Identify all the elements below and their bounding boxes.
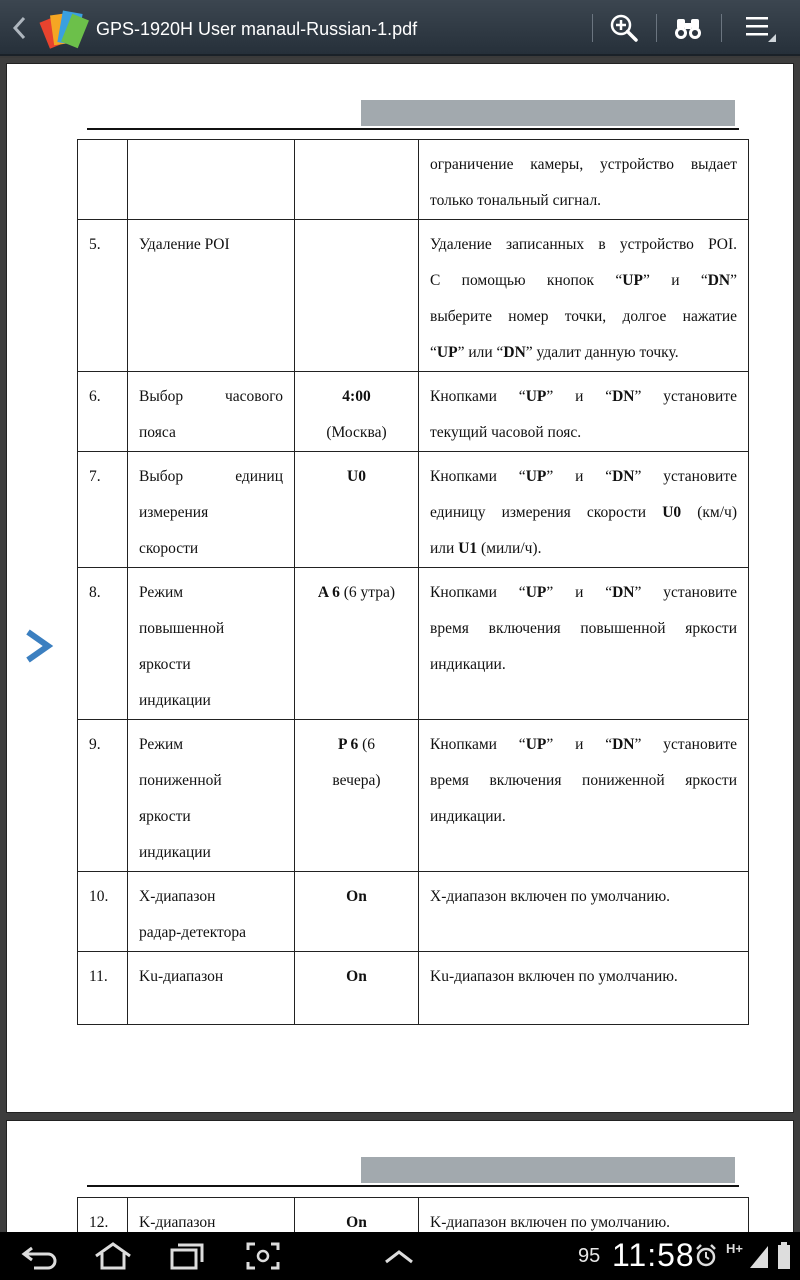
setting-name [128,952,295,1025]
desc-line: “UP” или “DN” удалит данную точку. [430,344,679,361]
desc-line: время включения повышенной яркости [430,620,737,637]
value-line: On [346,968,367,985]
settings-table [77,139,749,1025]
setting-name [128,220,295,372]
name-line: Режим [139,736,184,753]
menu-icon [742,12,778,44]
desc-line: Кнопками “UP” и “DN” установите [430,468,737,485]
table-row [78,140,749,220]
table-row [78,568,749,720]
setting-description [419,568,749,720]
setting-description [419,140,749,220]
value-line: (Москва) [326,424,387,441]
name-line: пониженной [139,772,222,789]
desc-line: или U1 (мили/ч). [430,540,542,557]
name-line: Ku-диапазон [139,968,224,985]
setting-description [419,452,749,568]
name-line: пояса [139,424,176,441]
toolbar-divider [656,14,657,42]
value-line: U0 [347,468,366,485]
setting-name: K-диапазон [128,1198,295,1233]
value-line: A 6 (6 утра) [317,584,396,601]
desc-line: Ku-диапазон включен по умолчанию. [430,968,678,985]
page-header-bar [361,1157,735,1183]
table-row [78,220,749,372]
name-line: повышенной [139,620,225,637]
desc-line: Кнопками “UP” и “DN” установите [430,736,737,753]
value-line: вечера) [332,772,381,789]
next-page-arrow-icon[interactable] [22,628,54,664]
setting-value [295,220,419,372]
battery-percentage: 95 [578,1245,601,1267]
back-icon[interactable] [20,1240,60,1272]
settings-table [77,1197,749,1232]
desc-line: С помощью кнопок “UP” и “DN” [430,272,737,289]
zoom-in-button[interactable] [602,8,646,48]
toolbar-divider [721,14,722,42]
page-header-rule [87,128,739,130]
desc-line: ограничение камеры, устройство выдает [430,156,737,173]
setting-value [295,720,419,872]
document-viewer[interactable] [0,58,800,1232]
desc-line: индикации. [430,656,506,673]
name-line: скорости [139,540,199,557]
screenshot-icon[interactable] [244,1240,282,1272]
system-bar [0,1232,800,1280]
table-row [78,452,749,568]
value-line: On [346,888,367,905]
name-line: X-диапазон [139,888,216,905]
desc-line: индикации. [430,808,506,825]
setting-name [128,140,295,220]
setting-description: K-диапазон включен по умолчанию. [419,1198,749,1233]
setting-name [128,568,295,720]
table-row [78,720,749,872]
recent-apps-icon[interactable] [168,1240,206,1272]
network-type: H+ [726,1241,743,1256]
setting-description [419,372,749,452]
desc-line: текущий часовой пояс. [430,424,582,441]
setting-name [128,452,295,568]
setting-value [295,372,419,452]
row-number: 10. [78,872,128,952]
setting-value [295,568,419,720]
document-page [7,64,793,1112]
signal-strength-icon [748,1240,770,1272]
value-line: P 6 (6 [337,736,376,753]
setting-description [419,220,749,372]
row-number: 9. [78,720,128,872]
binoculars-search-icon [673,13,703,43]
search-button[interactable] [666,8,710,48]
document-page [7,1121,793,1232]
row-number: 6. [78,372,128,452]
desc-line: Кнопками “UP” и “DN” установите [430,388,737,405]
setting-description [419,720,749,872]
row-number: 7. [78,452,128,568]
setting-description [419,952,749,1025]
app-bar [0,0,800,56]
name-line: индикации [139,844,211,861]
table-row [78,952,749,1025]
desc-line: X-диапазон включен по умолчанию. [430,888,671,905]
table-row [78,372,749,452]
table-row [78,872,749,952]
back-chevron-icon[interactable] [8,12,30,44]
desc-line: только тональный сигнал. [430,192,602,209]
value-line: 4:00 [342,388,371,405]
setting-value [295,452,419,568]
row-number [78,140,128,220]
status-clock: 11:58 [612,1237,695,1273]
name-line: Удаление POI [139,236,230,253]
app-logo-icon[interactable] [38,6,90,50]
setting-value [295,1198,419,1233]
chevron-up-icon[interactable] [382,1240,416,1272]
table-row [78,1198,749,1233]
name-line: Режим [139,584,184,601]
name-line: радар-детектора [139,924,247,941]
name-line: Выбор часового [139,388,283,405]
setting-name [128,372,295,452]
desc-line: Кнопками “UP” и “DN” установите [430,584,737,601]
setting-name [128,720,295,872]
setting-value [295,140,419,220]
value-line: On [346,1214,367,1231]
toolbar-divider [592,14,593,42]
name-line: Выбор единиц [139,468,283,485]
row-number: 11. [78,952,128,1025]
setting-name [128,872,295,952]
setting-value [295,872,419,952]
name-line: индикации [139,692,211,709]
desc-line: Удаление записанных в устройство POI. [430,236,737,253]
battery-icon [776,1240,792,1272]
row-number: 8. [78,568,128,720]
document-title: GPS-1920H User manaul-Russian-1.pdf [96,19,418,39]
desc-line: единицу измерения скорости U0 (км/ч) [430,504,738,521]
row-number: 5. [78,220,128,372]
alarm-icon [694,1240,718,1272]
setting-value [295,952,419,1025]
name-line: яркости [139,656,191,673]
zoom-in-icon [609,13,639,43]
row-number: 12. [78,1198,128,1233]
desc-line: время включения пониженной яркости [430,772,737,789]
name-line: яркости [139,808,191,825]
home-icon[interactable] [92,1240,134,1272]
page-header-rule [87,1185,739,1187]
setting-description [419,872,749,952]
overflow-menu-button[interactable] [738,8,782,48]
name-line: измерения [139,504,209,521]
page-header-bar [361,100,735,126]
desc-line: выберите номер точки, долгое нажатие [430,308,737,325]
